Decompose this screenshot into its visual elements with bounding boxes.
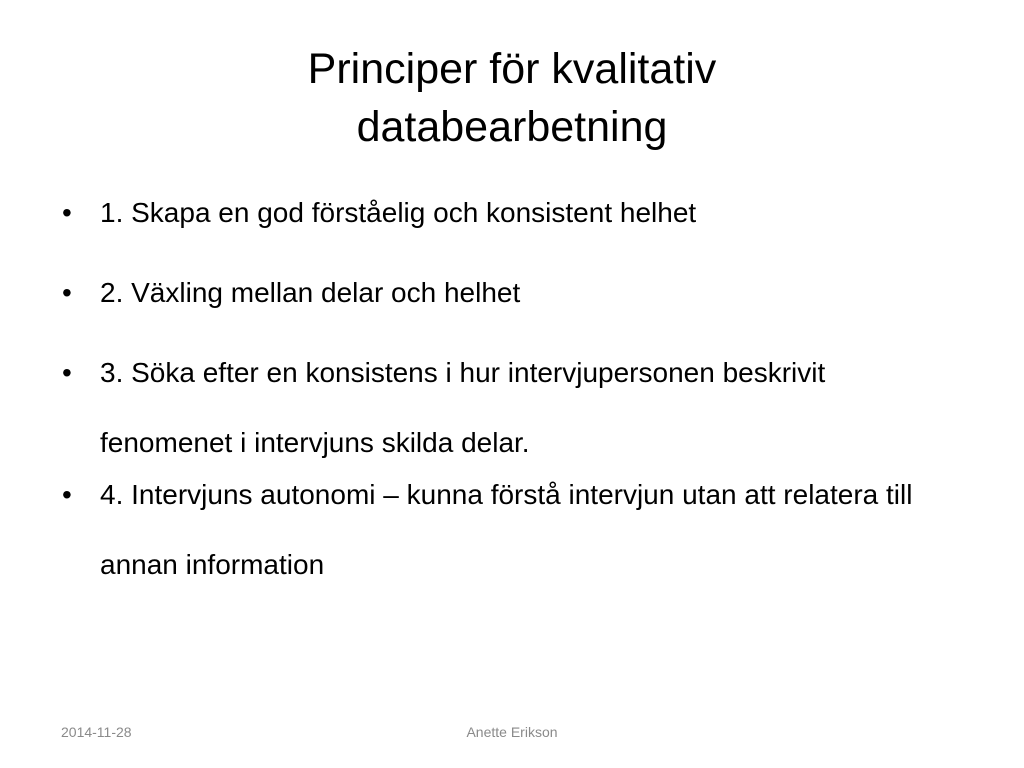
bullet-text: 2. Växling mellan delar och helhet bbox=[100, 277, 521, 308]
slide-title-line-1: Principer för kvalitativ bbox=[307, 45, 717, 93]
footer-date: 2014-11-28 bbox=[61, 724, 132, 740]
bullet-item-2 bbox=[56, 276, 956, 310]
bullet-item-1 bbox=[56, 196, 956, 230]
bullet-item-3 bbox=[56, 338, 956, 478]
bullet-item-4 bbox=[56, 460, 956, 600]
bullet-list bbox=[56, 196, 956, 600]
bullet-marker: • bbox=[62, 277, 72, 308]
bullet-marker: • bbox=[62, 479, 72, 510]
bullet-marker: • bbox=[62, 357, 72, 388]
bullet-text: 1. Skapa en god förståelig och konsistent helhet bbox=[100, 197, 697, 228]
slide-title-line-2: databearbetning bbox=[356, 103, 668, 151]
bullet-marker: • bbox=[62, 197, 72, 228]
slide-title bbox=[120, 40, 904, 156]
footer-author: Anette Erikson bbox=[466, 724, 558, 740]
bullet-text: 4. Intervjuns autonomi – kunna förstå intervjun utan att relatera till annan information bbox=[100, 479, 913, 580]
bullet-text: 3. Söka efter en konsistens i hur intervjupersonen beskrivit fenomenet i intervjuns skilda delar. bbox=[100, 357, 826, 458]
